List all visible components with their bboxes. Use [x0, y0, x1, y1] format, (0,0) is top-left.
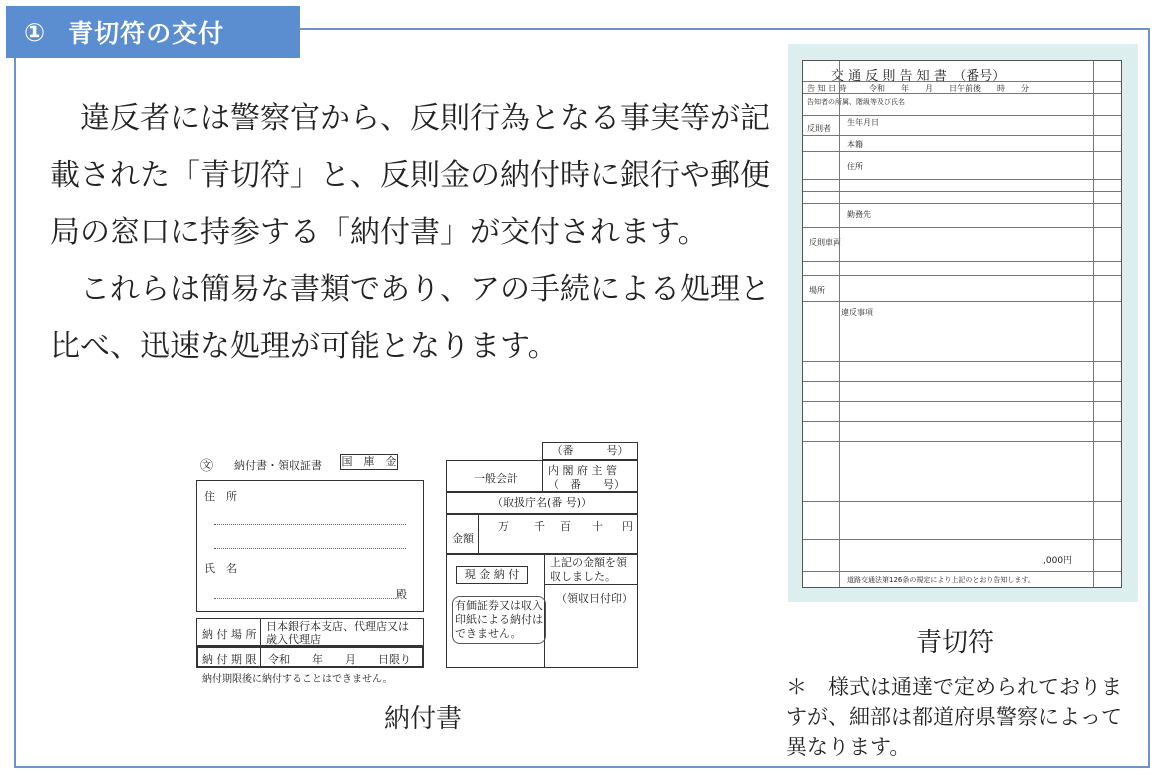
address-line	[214, 524, 406, 525]
ticket-rule	[803, 501, 1121, 502]
unit-juu: 十	[592, 520, 603, 533]
address-label: 住 所	[204, 490, 237, 503]
amount-divider	[478, 514, 479, 554]
ticket-rule	[803, 421, 1121, 422]
ticket-fine: ,000円	[1043, 556, 1073, 566]
ticket-row-10: 違反事項	[841, 308, 873, 317]
ticket-row-0: 告 知 日 時	[807, 84, 847, 93]
securities-note: 有価証券又は収入印紙による納付はできません。	[452, 596, 546, 644]
ticket-rule	[803, 93, 1121, 94]
name-label: 氏 名	[204, 562, 237, 575]
amount-label: 金額	[452, 532, 474, 545]
paragraph-2: これらは簡易な書類であり、アの手続による処理と比べ、迅速な処理が可能となります。	[50, 272, 770, 364]
slip-mark: ㉆	[200, 459, 214, 474]
pay-place-label: 納 付 場 所	[202, 628, 257, 641]
paragraph-1: 違反者には警察官から、反則行為となる事実等が記載された「青切符」と、反則金の納付時に銀行や郵便局の窓口に持参する「納付書」が交付されます。	[50, 101, 770, 250]
ticket-rule	[803, 441, 1121, 442]
form-note: ＊ 様式は通達で定められておりますが、細部は都道府県警察によって異なります。	[786, 675, 1122, 759]
kokko-box	[340, 454, 398, 470]
slip-footnote: 納付期限後に納付することはできません。	[202, 674, 393, 685]
kokko-label: 国 庫 金	[341, 455, 397, 468]
pay-place-value: 日本銀行本支店、代理店又は歳入代理店	[266, 620, 409, 646]
office-row	[446, 492, 638, 514]
unit-en: 円	[622, 520, 633, 533]
address-line	[214, 548, 406, 549]
receipt-date: （領収日付印）	[556, 592, 633, 605]
unit-hyaku: 百	[560, 520, 571, 533]
deadline-value: 令和 年 月 日限り	[268, 653, 411, 666]
ticket-rule	[803, 151, 1121, 152]
ticket-row-4: 生年月日	[847, 118, 879, 127]
slip-title: 納付書・領収証書	[234, 459, 322, 472]
ticket-row-6: 住所	[847, 162, 863, 171]
number-label: （番 号）	[551, 444, 629, 457]
ticket-rule	[803, 115, 1121, 116]
ticket-row-3: 反則者	[807, 124, 831, 133]
ticket-row-5: 本籍	[847, 140, 863, 149]
ticket-row-7: 勤務先	[847, 210, 871, 219]
ticket-form	[802, 60, 1122, 588]
section-number: ①	[24, 17, 47, 47]
payment-slip-caption: 納付書	[384, 704, 463, 734]
ticket-row-2: 告知者の所属、階級等及び氏名	[807, 98, 905, 106]
ticket-rule	[803, 135, 1121, 136]
ticket-rule	[803, 227, 1121, 228]
office-label: （取扱庁名(番 号)）	[491, 496, 593, 509]
cabinet-label: 内 閣 府 主 管	[548, 464, 617, 477]
ticket-rule	[803, 81, 1121, 82]
unit-man: 万	[498, 520, 509, 533]
ticket-row-1: 令和 年 月 日午前後 時 分	[869, 84, 1029, 93]
ticket-image	[788, 44, 1138, 602]
ticket-row-8: 反則車両	[809, 238, 841, 247]
section-title: 青切符の交付	[68, 19, 225, 48]
ticket-rule	[803, 275, 1121, 276]
cash-box	[456, 566, 528, 584]
ticket-rule	[803, 191, 1121, 192]
dono-label: 殿	[396, 588, 407, 601]
ticket-column	[839, 61, 840, 587]
payment-slip-image	[190, 440, 642, 685]
ticket-rule	[803, 539, 1121, 540]
name-line	[214, 598, 396, 599]
cash-label: 現 金 納 付	[464, 568, 520, 581]
section-tab	[6, 6, 300, 58]
ticket-caption: 青切符	[916, 628, 995, 658]
ticket-row-9: 場所	[809, 286, 825, 295]
unit-sen: 千	[534, 520, 545, 533]
deadline-label: 納 付 期 限	[202, 653, 257, 666]
ticket-rule	[803, 261, 1121, 262]
ticket-column	[1093, 61, 1094, 587]
received-label: 上記の金額を領収しました。	[550, 556, 627, 583]
number-box	[542, 442, 638, 460]
general-account: 一般会計	[474, 472, 518, 485]
ticket-rule	[803, 361, 1121, 362]
ticket-rule	[803, 179, 1121, 180]
ticket-title: 交 通 反 則 告 知 書 （番号）	[831, 69, 1006, 84]
ticket-rule	[803, 571, 1121, 572]
ticket-law-note: 道路交通法第126条の規定により上記のとおり告知します。	[847, 576, 1035, 584]
receipt-line	[544, 584, 638, 585]
cabinet-number: （ 番 号）	[548, 478, 625, 491]
ticket-rule	[803, 203, 1121, 204]
ticket-rule	[803, 301, 1121, 302]
ticket-rule	[803, 381, 1121, 382]
ticket-rule	[803, 401, 1121, 402]
body-text	[50, 90, 770, 375]
account-divider	[542, 460, 543, 492]
